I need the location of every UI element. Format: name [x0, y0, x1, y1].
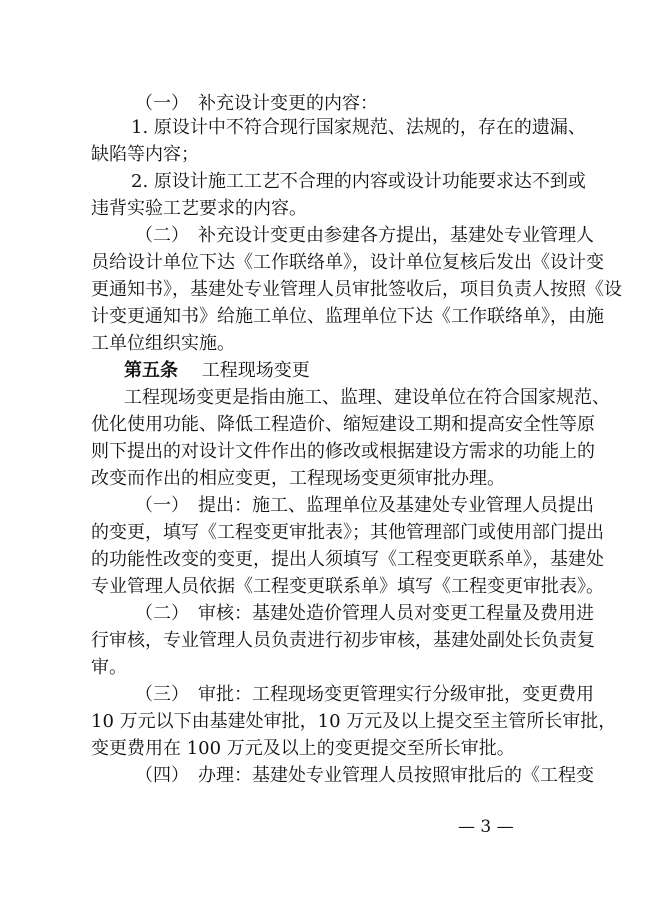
paragraph-6-text-line-3: 则下提出的对设计文件作出的修改或根据建设方需求的功能上的: [91, 441, 595, 462]
paragraph-4-text-line-5: 工单位组织实施。: [91, 333, 235, 354]
paragraph-4-text-line-1: （二） 补充设计变更由参建各方提出，基建处专业管理人: [135, 225, 594, 246]
paragraph-4-text-line-2: 员给设计单位下达《工作联络单》，设计单位复核后发出《设计变: [91, 252, 604, 273]
article-number: 第五条: [124, 360, 178, 381]
paragraph-7-text-line-1: （一） 提出：施工、监理单位及基建处专业管理人员提出: [135, 495, 594, 516]
paragraph-3-text-line-1: 2. 原设计施工工艺不合理的内容或设计功能要求达不到或: [131, 171, 586, 192]
article-title: 工程现场变更: [183, 360, 310, 381]
paragraph-8-text-line-1: （二） 审核：基建处造价管理人员对变更工程量及费用进: [135, 603, 594, 624]
paragraph-8-text-line-2: 行审核，专业管理人员负责进行初步审核，基建处副处长负责复: [91, 630, 595, 651]
paragraph-2-text-line-2: 缺陷等内容；: [91, 144, 199, 165]
paragraph-2-text-line-1: 1. 原设计中不符合现行国家规范、法规的，存在的遗漏、: [131, 117, 586, 138]
paragraph-9-text-line-2: 10 万元以下由基建处审批，10 万元及以上提交至主管所长审批，: [91, 711, 617, 732]
paragraph-6-text-line-4: 改变而作出的相应变更，工程现场变更须审批办理。: [91, 468, 505, 489]
paragraph-9-text-line-1: （三） 审批：工程现场变更管理实行分级审批，变更费用: [135, 684, 594, 705]
paragraph-9-text-line-3: 变更费用在 100 万元及以上的变更提交至所长审批。: [91, 738, 515, 759]
paragraph-4-text-line-3: 更通知书》，基建处专业管理人员审批签收后，项目负责人按照《设: [91, 279, 622, 300]
paragraph-6-text-line-1: 工程现场变更是指由施工、监理、建设单位在符合国家规范、: [124, 387, 610, 408]
page-number: — 3 —: [458, 817, 514, 837]
paragraph-10-line-1: [135, 759, 650, 792]
paragraph-7-text-line-4: 专业管理人员依据《工程变更联系单》填写《工程变更审批表》。: [91, 576, 604, 597]
paragraph-7-text-line-3: 的功能性改变的变更，提出人须填写《工程变更联系单》，基建处: [91, 549, 604, 570]
paragraph-6-text-line-2: 优化使用功能、降低工程造价、缩短建设工期和提高安全性等原: [91, 414, 595, 435]
paragraph-1-text: （一） 补充设计变更的内容：: [135, 93, 378, 114]
paragraph-4-text-line-4: 计变更通知书》给施工单位、监理单位下达《工作联络单》，由施: [91, 306, 604, 327]
paragraph-7-text-line-2: 的变更，填写《工程变更审批表》；其他管理部门或使用部门提出: [91, 522, 604, 543]
paragraph-10-text-line-1: （四） 办理：基建处专业管理人员按照审批后的《工程变: [135, 765, 594, 786]
paragraph-3-text-line-2: 违背实验工艺要求的内容。: [91, 198, 307, 219]
paragraph-8-text-line-3: 审。: [91, 657, 127, 678]
